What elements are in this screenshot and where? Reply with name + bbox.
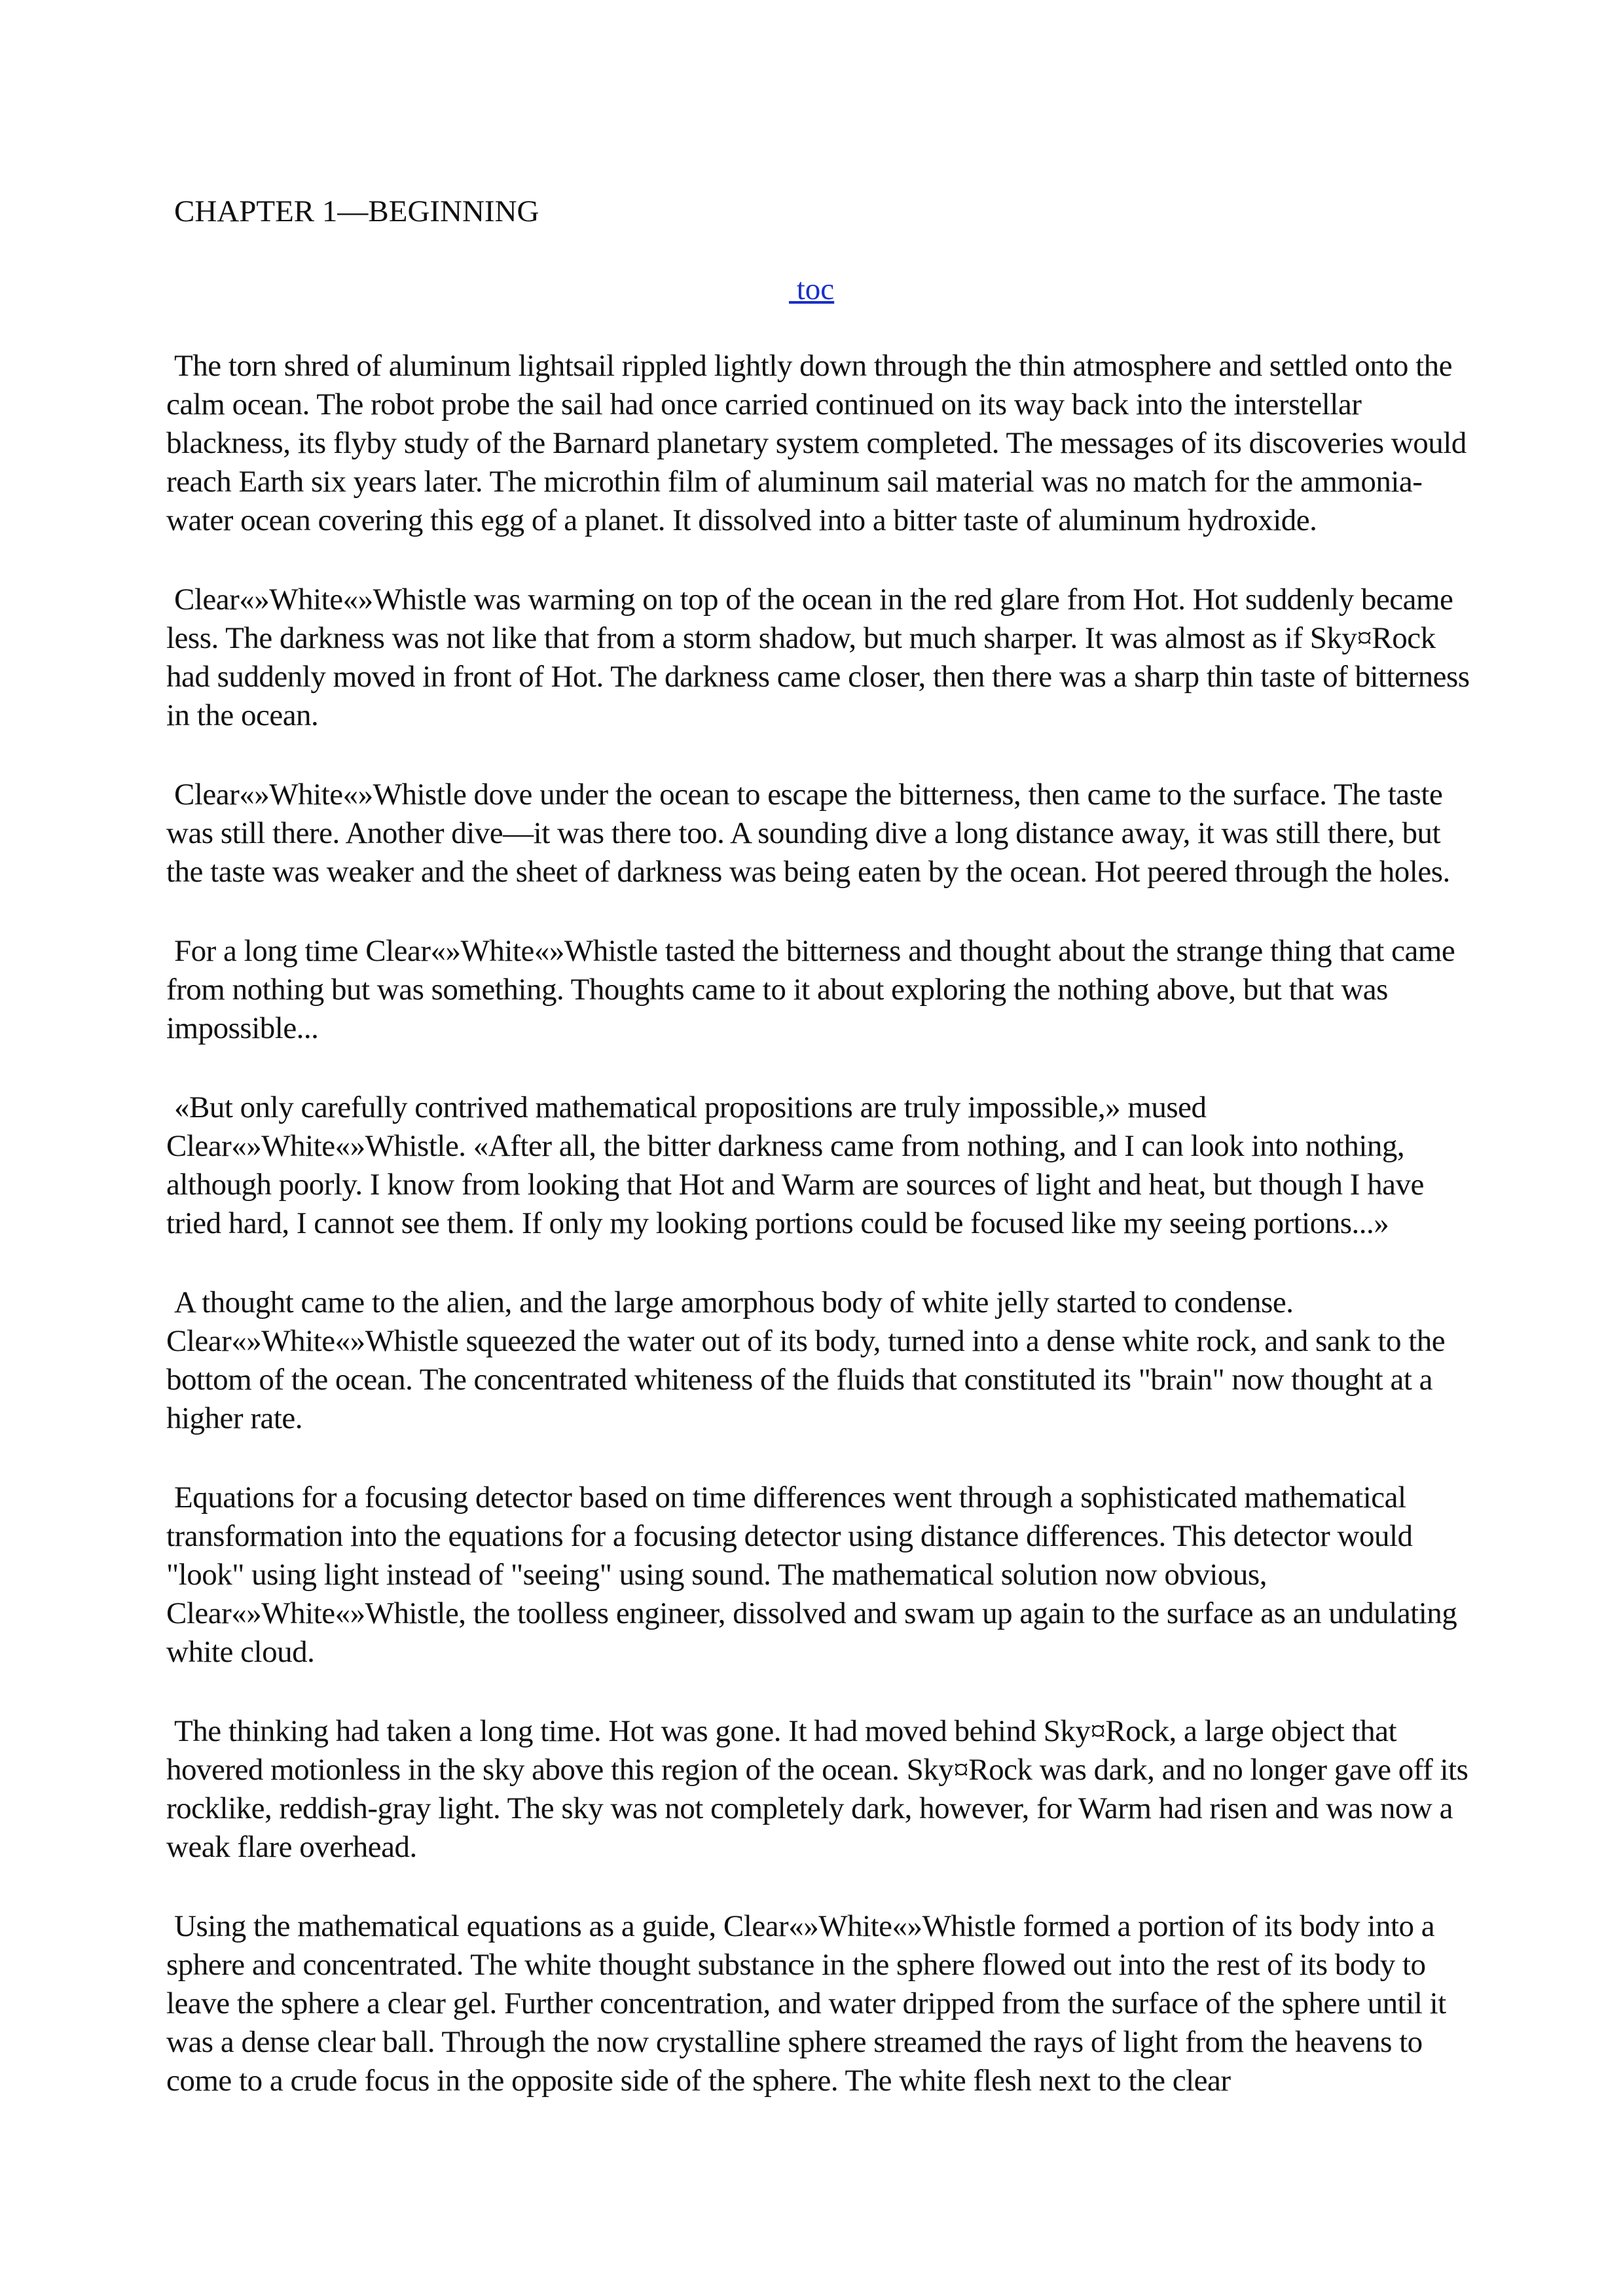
paragraph: The torn shred of aluminum lightsail rippled lightly down through the thin atmosphere and settled onto the calm ocean. The robot probe the sail had once carried continued on its way back into the interstellar blackness, its flyby study of the Barnard planetary system completed. The messages of its discoveries would reach Earth six years later. The microthin film of aluminum sail material was no match for the ammonia-water ocean covering this egg of a planet. It dissolved into a bitter taste of aluminum hydroxide.: [166, 349, 1467, 537]
paragraph: The thinking had taken a long time. Hot was gone. It had moved behind Sky¤Rock, a large object that hovered motionless in the sky above this region of the ocean. Sky¤Rock was dark, and no longer gave off its rocklike, reddish-gray light. The sky was not completely dark, however, for Warm had risen and was now a weak flare overhead.: [166, 1714, 1468, 1864]
paragraph: For a long time Clear«»White«»Whistle tasted the bitterness and thought about the strange thing that came from nothing but was something. Thoughts came to it about exploring the nothing above, but that was impossible...: [166, 934, 1455, 1045]
paragraph: Using the mathematical equations as a guide, Clear«»White«»Whistle formed a portion of its body into a sphere and concentrated. The white thought substance in the sphere flowed out into the rest of its body to leave the sphere a clear gel. Further concentration, and water dripped from the surface of the sphere until it was a dense clear ball. Through the now crystalline sphere streamed the rays of light from the heavens to come to a crude focus in the opposite side of the sphere. The white flesh next to the clear: [166, 1909, 1446, 2098]
paragraph: Equations for a focusing detector based on time differences went through a sophisticated mathematical transformation into the equations for a focusing detector using distance differences. This detector would "look" using light instead of "seeing" using sound. The mathematical solution now obvious, Clear«»White«»Whistle, the toolless engineer, dissolved and swam up again to the surface as an undulating white cloud.: [166, 1480, 1457, 1669]
toc-link[interactable]: toc: [789, 272, 835, 306]
paragraph: Clear«»White«»Whistle was warming on top of the ocean in the red glare from Hot. Hot suddenly became less. The darkness was not like that from a storm shadow, but much sharper. It was almost as if Sky¤Rock had suddenly moved in front of Hot. The darkness came closer, then there was a sharp thin taste of bitterness in the ocean.: [166, 583, 1470, 732]
paragraph: A thought came to the alien, and the large amorphous body of white jelly started to condense. Clear«»White«»Whistle squeezed the water out of its body, turned into a dense white rock, and sank to the bottom of the ocean. The concentrated whiteness of the fluids that constituted its "brain" now thought at a higher rate.: [166, 1285, 1446, 1435]
chapter-title: CHAPTER 1—BEGINNING: [174, 194, 539, 228]
paragraph: «But only carefully contrived mathematical propositions are truly impossible,» mused Clear«»White«»Whistle. «After all, the bitter darkness came from nothing, and I can look into nothing, although poorly. I know from looking that Hot and Warm are sources of light and heat, but though I have tried hard, I cannot see them. If only my looking portions could be focused like my seeing portions...»: [166, 1090, 1424, 1240]
paragraph: Clear«»White«»Whistle dove under the ocean to escape the bitterness, then came to the surface. The taste was still there. Another dive—it was there too. A sounding dive a long distance away, it was still there, but the taste was weaker and the sheet of darkness was being eaten by the ocean. Hot peered through the holes.: [166, 778, 1450, 889]
chapter-body: [166, 347, 1476, 2141]
